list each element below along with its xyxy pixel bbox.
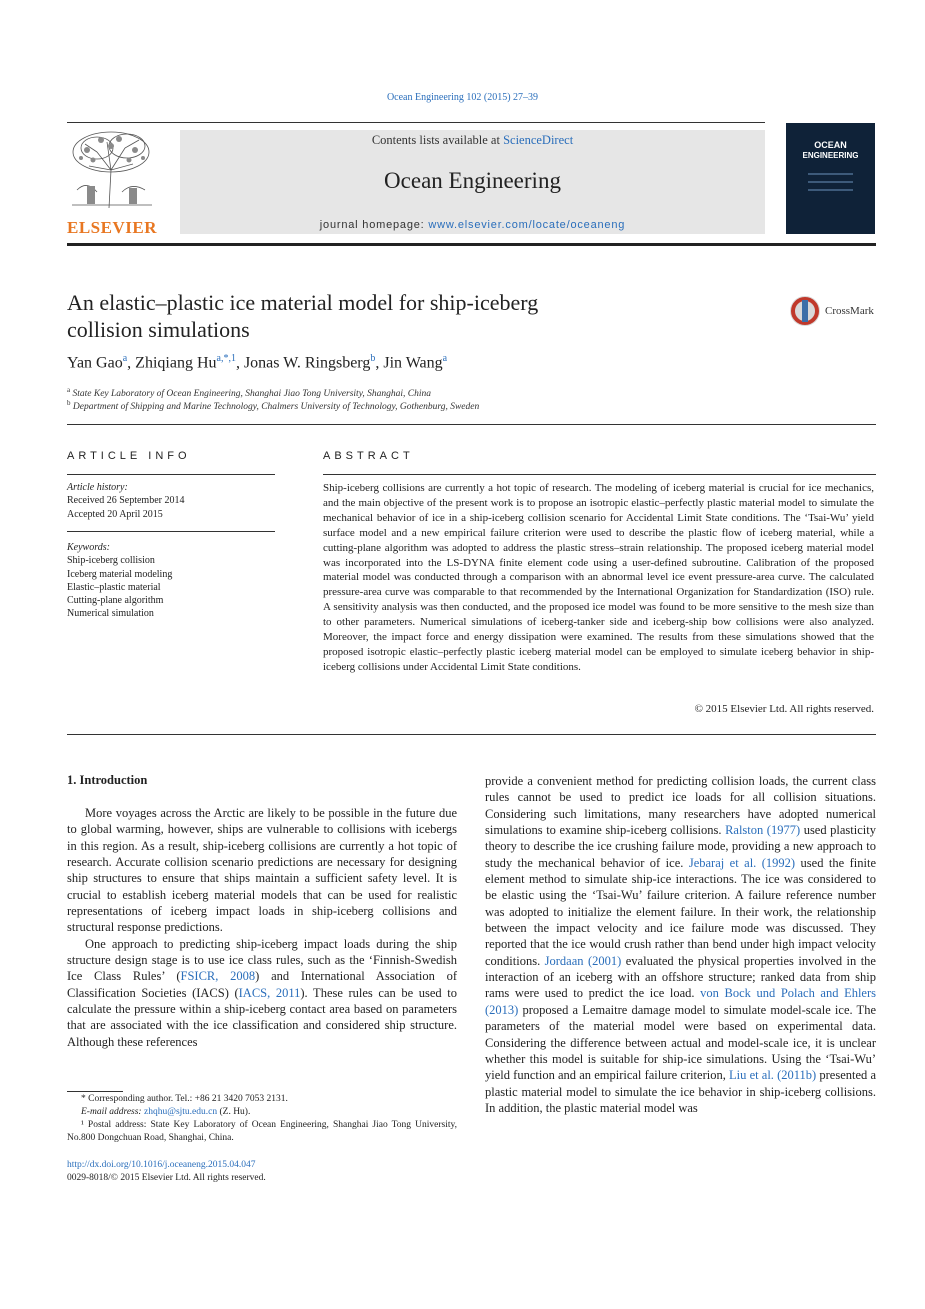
divider xyxy=(323,474,876,475)
author-affiliation-marker[interactable]: b xyxy=(370,353,376,364)
divider xyxy=(67,531,275,532)
citation-link[interactable]: FSICR, 2008 xyxy=(180,969,256,984)
citation-link[interactable]: Liu et al. (2011b) xyxy=(729,1068,817,1083)
received-date: Received 26 September 2014 xyxy=(67,495,185,507)
author-name[interactable]: Yan Gao xyxy=(67,354,123,372)
journal-reference[interactable]: Ocean Engineering 102 (2015) 27–39 xyxy=(386,92,539,103)
citation-link[interactable]: Jebaraj et al. (1992) xyxy=(688,855,796,870)
author-name[interactable]: Jonas W. Ringsberg xyxy=(243,354,371,372)
paragraph: More voyages across the Arctic are likely to be possible in the future due to global warming, however, ships are vulnerable to collisions with icebergs in this region. As a result, ship-iceberg collisions are currently a hot topic of research. Accurate collision scenario predictions are necessary for designing ship structures to ensure that ships maintain a sufficient safety level. It is crucial to establish iceberg material models that can be used for realistic representations of iceberg impact loads in ship-iceberg collisions and structural response predictions. xyxy=(67,806,457,935)
abstract-copyright: © 2015 Elsevier Ltd. All rights reserved. xyxy=(694,703,874,715)
cover-title-line2: ENGINEERING xyxy=(802,151,859,160)
divider xyxy=(67,424,876,425)
crossmark-button[interactable] xyxy=(789,294,879,328)
author-name[interactable]: Jin Wang xyxy=(383,354,443,372)
article-title: An elastic–plastic ice material model for ship-iceberg collision simulations xyxy=(67,290,539,342)
body-column-left xyxy=(67,805,457,1050)
journal-homepage: journal homepage: www.elsevier.com/locate/oceaneng xyxy=(319,219,626,231)
corresponding-author-note: * Corresponding author. Tel.: +86 21 3420 7053 2131. xyxy=(81,1094,288,1104)
paragraph: One approach to predicting ship-iceberg impact loads during the ship structure design stage is to use ice class rules, such as the ‘Finnish-Swedish Ice Class Rules’ (FSICR, 2008) and International Association of Classification Societies (IACS) (IACS, 2011). These rules can be used to calculate the pressure within a ship-iceberg contact area based on parameters that are associated with the ice classification and considered ship structure. Although these references xyxy=(67,936,457,1049)
citation-link[interactable]: von Bock und Polach and Ehlers (2013) xyxy=(485,986,877,1017)
author-affiliation-marker[interactable]: a,*,1 xyxy=(216,353,236,364)
journal-banner xyxy=(180,130,765,234)
body-column-right xyxy=(485,773,876,1116)
divider xyxy=(67,474,275,475)
elsevier-wordmark: ELSEVIER xyxy=(67,218,157,237)
journal-cover[interactable] xyxy=(786,123,875,234)
crossmark-label: CrossMark xyxy=(825,305,874,317)
section-heading-introduction: 1. Introduction xyxy=(67,773,148,787)
paragraph: provide a convenient method for predicting collision loads, the current class rules cannot be used to predict ice loads for all collision situations. Considering such limitations, many researchers have adopted numerical simulations to examine ship-iceberg collisions. Ralston (1977) used plasticity theory to describe the ice crushing failure mode, providing a new approach to study the mechanical behavior of ice. Jebaraj et al. (1992) used the finite element method to simulate ship-ice interactions. The ice was considered to be elastic using the ‘Tsai-Wu’ failure criterion. A failure reference number was adopted to initialize the element failure. In their work, the relationship between the impact velocity and ice failure mode was discussed. They reported that the ice would crush rather than bend under high impact velocity conditions. Jordaan (2001) evaluated the physical properties involved in the interaction of an iceberg with an offshore structure; ranked data from ship rams were used to predict the ice load. von Bock und Polach and Ehlers (2013) proposed a Lemaitre damage model to simulate model-scale ice. The parameters of the material model were based on experimental data. Considering the difference between actual and model-scale ice, it is unclear whether this model is suitable for ship-ice simulations. Using the ‘Tsai-Wu’ yield function and an empirical failure criterion, Liu et al. (2011b) presented a plastic material model to simulate the ice behavior in ship-iceberg collisions. In addition, the plastic material model was xyxy=(485,774,877,1115)
keywords: Keywords: Ship-iceberg collision Iceberg material modeling Elastic–plastic material Cutting-plane algorithm Numerical simulation xyxy=(67,541,275,621)
header-rule-bottom xyxy=(67,243,876,246)
elsevier-logo[interactable] xyxy=(67,130,162,238)
keyword: Iceberg material modeling xyxy=(67,568,173,580)
keyword: Cutting-plane algorithm xyxy=(67,595,164,607)
abstract-text: Ship-iceberg collisions are currently a hot topic of research. The modeling of iceberg material is crucial for ice mechanics, and the main objective of the present work is to propose an isotropic elastic–perfectly plastic material model to simulate the mechanical behavior of ice in a ship-iceberg collision scenario for Accidental Limit State conditions. The ‘Tsai-Wu’ yield surface model and a new empirical failure criterion were used to describe the plastic flow of iceberg material, while a cutting-plane algorithm was adopted to address the plastic stress–strain relationship. The proposed iceberg material model was incorporated into the LS-DYNA finite element code using a user-defined subroutine. Calibration of the proposed material model was conducted through a comparison with an abnormal level ice event pressure-area curve. The calculated pressure-area curve was comparable to that recommended by the International Organization for Standardization (ISO) rule. A sensitivity analysis was then conducted, and the proposed ice model was found to be more sensitive to the mesh size than to other parameters. Numerical simulations of iceberg-tanker side and iceberg-ship bow collisions were also analyzed. Moreover, the impact force and energy dissipation were examined. The results from these simulations showed that the proposed isotropic elastic–perfectly plastic iceberg material model can be employed to simulate iceberg behavior in ship-iceberg collisions under Accidental Limit State conditions. xyxy=(323,482,874,673)
email-link[interactable]: zhqhu@sjtu.edu.cn xyxy=(143,1107,218,1117)
citation-link[interactable]: Jordaan (2001) xyxy=(544,953,622,968)
cover-decoration xyxy=(808,173,853,197)
author-list: Yan Gao$^a$, Zhiqiang $Hu^{a,*,1}$, Jonas W. Ringsberg$^b$, Jin Wang$^a$ xyxy=(67,353,448,372)
keyword: Ship-iceberg collision xyxy=(67,555,155,567)
homepage-link[interactable]: www.elsevier.com/locate/oceaneng xyxy=(428,219,626,231)
abstract-heading: ABSTRACT xyxy=(323,450,414,462)
article-info-heading: ARTICLE INFO xyxy=(67,450,191,462)
journal-title: Ocean Engineering xyxy=(384,168,561,193)
crossmark-icon xyxy=(789,294,821,328)
accepted-date: Accepted 20 April 2015 xyxy=(67,508,163,520)
footnotes xyxy=(67,1093,457,1145)
affiliation-b: $^b$ Department of Shipping and Marine Technology, Chalmers University of Technology, Gothenburg, Sweden xyxy=(67,399,480,413)
citation-link[interactable]: Ralston (1977) xyxy=(725,823,801,838)
citation-link[interactable]: IACS, 2011 xyxy=(238,985,301,1000)
issn-copyright: 0029-8018/© 2015 Elsevier Ltd. All rights reserved. xyxy=(67,1173,266,1183)
footnote-rule xyxy=(67,1091,123,1092)
affiliation-a: $^a$ State Key Laboratory of Ocean Engineering, Shanghai Jiao Tong University, Shanghai, China xyxy=(67,386,431,400)
divider xyxy=(67,734,876,735)
cover-title-line1: OCEAN xyxy=(814,140,847,150)
header-rule-top xyxy=(67,122,765,123)
sciencedirect-link[interactable]: ScienceDirect xyxy=(503,133,574,147)
author-affiliation-marker[interactable]: a xyxy=(442,353,448,364)
postal-address-note: ¹ Postal address: State Key Laboratory of Ocean Engineering, Shanghai Jiao Tong University, No.800 Dongchuan Road, Shanghai, China. xyxy=(67,1120,457,1143)
keyword: Elastic–plastic material xyxy=(67,581,161,593)
elsevier-tree-icon xyxy=(67,130,157,210)
contents-available: Contents lists available at ScienceDirect xyxy=(371,133,574,147)
author-affiliation-marker[interactable]: a xyxy=(122,353,128,364)
email-note: E-mail address: zhqhu@sjtu.edu.cn (Z. Hu). xyxy=(81,1107,251,1117)
doi-link[interactable]: http://dx.doi.org/10.1016/j.oceaneng.2015.04.047 xyxy=(67,1160,256,1170)
article-history: Article history: Received 26 September 2014 Accepted 20 April 2015 xyxy=(67,481,275,521)
keyword: Numerical simulation xyxy=(67,608,154,620)
author-name[interactable]: Zhiqiang Hu xyxy=(135,354,217,372)
